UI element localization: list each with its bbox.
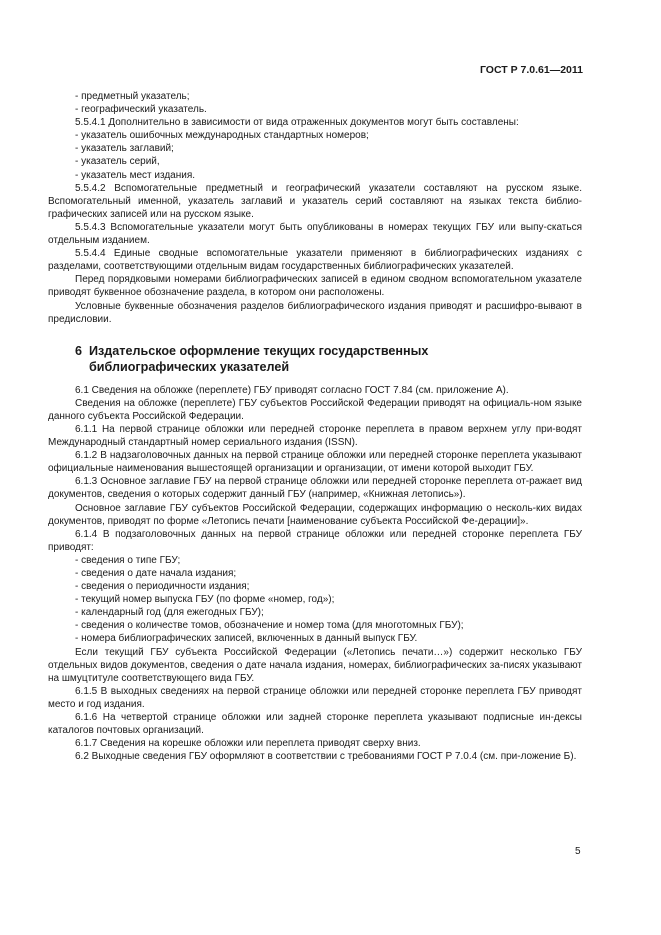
list-item: - сведения о количестве томов, обозначение и номер тома (для многотомных ГБУ); <box>75 620 464 632</box>
paragraph: 6.1.7 Сведения на корешке обложки или переплета приводят сверху вниз. <box>75 738 421 750</box>
section-number: 6 <box>75 343 83 358</box>
section-5-5-4-text <box>48 90 582 326</box>
paragraph: 5.5.4.2 Вспомогательные предметный и географический указатели составляют на русском языке. Вспомогательный именной, указатель заглавий и указатель серий составляют на языках текста библио-графических записей или на русском языке. <box>48 182 582 220</box>
document-code: ГОСТ Р 7.0.61—2011 <box>479 64 583 76</box>
section-title-line1: Издательское оформление текущих государственных <box>89 343 429 358</box>
list-item: - текущий номер выпуска ГБУ (по форме «номер, год»); <box>75 594 335 606</box>
paragraph: 6.2 Выходные сведения ГБУ оформляют в соответствии с требованиями ГОСТ Р 7.0.4 (см. при-ложение Б). <box>75 751 577 763</box>
paragraph: Если текущий ГБУ субъекта Российской Федерации («Летопись печати…») содержит несколько ГБУ отдельных видов документов, сведения о дате начала издания, номерах, библиографических за-писях указывают на шмуцтитуле соответствующего вида ГБУ. <box>48 646 582 684</box>
list-item: - предметный указатель; <box>75 91 190 102</box>
paragraph: 6.1.6 На четвертой странице обложки или задней сторонке переплета указывают подписные ин-дексы каталогов почтовых организаций. <box>48 712 582 737</box>
paragraph: 6.1.2 В надзаголовочных данных на первой странице обложки или передней сторонке переплета указывают официальные наименования вышестоящей организации и организации, от имени которой выходит ГБУ. <box>48 450 582 475</box>
list-item: - номера библиографических записей, включенных в данный выпуск ГБУ. <box>75 633 418 645</box>
page-body <box>48 90 582 763</box>
list-item: - указатель заглавий; <box>75 143 174 155</box>
section-title-line2: библиографических указателей <box>89 359 290 374</box>
paragraph: 6.1.1 На первой странице обложки или передней сторонке переплета в правом верхнем углу при-водят Международный стандартный номер сериального издания (ISSN). <box>48 423 582 449</box>
list-item: - сведения о дате начала издания; <box>75 568 237 579</box>
list-item: - сведения о типе ГБУ; <box>75 554 181 566</box>
paragraph: 5.5.4.4 Единые сводные вспомогательные указатели применяют в библиографических изданиях с разделами, соответствующими отдельным видам государственных библиографических указателей. <box>48 248 582 273</box>
paragraph: Перед порядковыми номерами библиографических записей в едином сводном вспомогательном указателе приводят буквенное обозначение раздела, в котором они расположены. <box>48 274 582 299</box>
list-item: - сведения о периодичности издания; <box>75 581 250 593</box>
paragraph: 5.5.4.3 Вспомогательные указатели могут быть опубликованы в номерах текущих ГБУ или выпу-скаться отдельным изданием. <box>48 221 582 247</box>
list-item: - указатель мест издания. <box>75 169 196 181</box>
section-6-text <box>48 384 582 764</box>
section-6-heading <box>48 343 582 375</box>
list-item: - календарный год (для ежегодных ГБУ); <box>75 607 264 619</box>
paragraph: Основное заглавие ГБУ субъектов Российской Федерации, содержащих информацию о несколь-ких видах документов, приводят по форме «Летопись печати [наименование субъекта Российской Фе-дерации]». <box>48 502 582 527</box>
page-number: 5 <box>575 846 581 857</box>
paragraph: 6.1.4 В подзаголовочных данных на первой странице обложки или передней сторонке переплета ГБУ приводят: <box>48 528 582 553</box>
list-item: - указатель серий, <box>75 156 160 168</box>
paragraph: 6.1 Сведения на обложке (переплете) ГБУ приводят согласно ГОСТ 7.84 (см. приложение А). <box>75 384 509 396</box>
paragraph: Условные буквенные обозначения разделов библиографического издания приводят и расшифро-вывают в предисловии. <box>48 300 582 325</box>
list-item: - географический указатель. <box>75 104 207 116</box>
list-item: - указатель ошибочных международных стандартных номеров; <box>75 130 369 142</box>
paragraph: 6.1.3 Основное заглавие ГБУ на первой странице обложки или передней сторонке переплета от-ражает вид документов, сведения о которых содержит данный ГБУ (например, «Книжная летопись»). <box>48 476 582 501</box>
paragraph: Сведения на обложке (переплете) ГБУ субъектов Российской Федерации приводят на официаль-ном языке данного субъекта Российской Федерации. <box>48 397 582 422</box>
paragraph: 6.1.5 В выходных сведениях на первой странице обложки или передней сторонке переплета ГБУ приводят место и год издания. <box>48 685 582 710</box>
paragraph: 5.5.4.1 Дополнительно в зависимости от вида отраженных документов могут быть составлены: <box>75 117 519 129</box>
